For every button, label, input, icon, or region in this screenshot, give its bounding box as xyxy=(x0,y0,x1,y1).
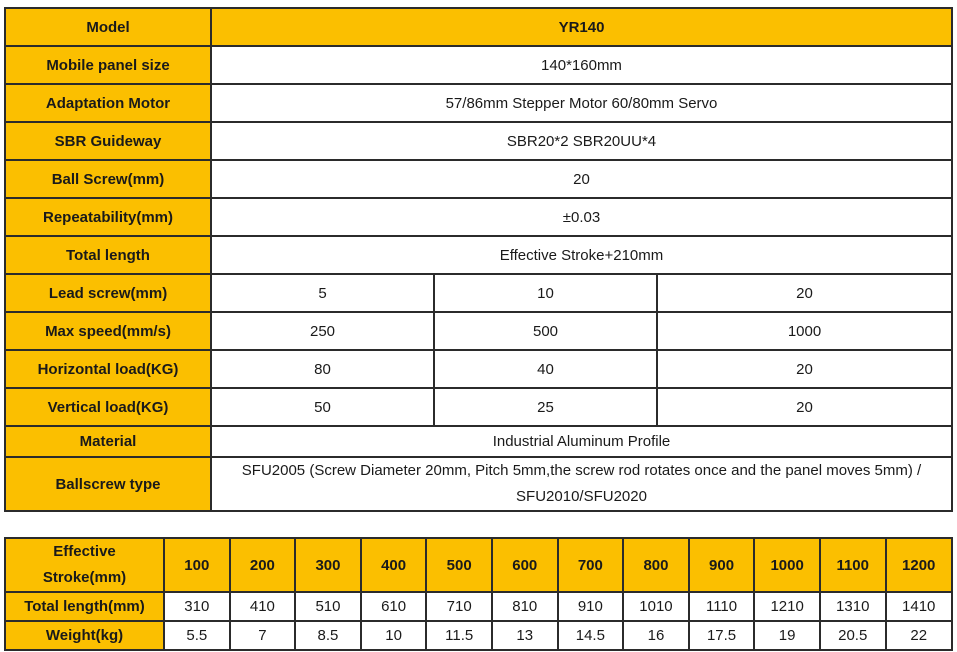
horizontal-load-value: 80 xyxy=(211,350,434,388)
weight-label: Weight(kg) xyxy=(5,621,164,650)
lead-screw-value: 5 xyxy=(211,274,434,312)
total-length-value: 1210 xyxy=(754,592,820,621)
total-length-value: 1010 xyxy=(623,592,689,621)
total-length-value: 1410 xyxy=(886,592,952,621)
lead-screw-value: 20 xyxy=(657,274,952,312)
stroke-value: 100 xyxy=(164,538,230,592)
lead-screw-value: 10 xyxy=(434,274,657,312)
horizontal-load-value: 40 xyxy=(434,350,657,388)
total-length-value: 610 xyxy=(361,592,427,621)
stroke-value: 1100 xyxy=(820,538,886,592)
stroke-value: 200 xyxy=(230,538,296,592)
weight-value: 20.5 xyxy=(820,621,886,650)
panel-size-value: 140*160mm xyxy=(211,46,952,84)
weight-value: 17.5 xyxy=(689,621,755,650)
model-label: Model xyxy=(5,8,211,46)
stroke-value: 800 xyxy=(623,538,689,592)
weight-value: 8.5 xyxy=(295,621,361,650)
row-motor xyxy=(5,84,952,122)
stroke-value: 600 xyxy=(492,538,558,592)
stroke-value: 900 xyxy=(689,538,755,592)
row-vertical-load xyxy=(5,388,952,426)
vertical-load-value: 50 xyxy=(211,388,434,426)
material-value: Industrial Aluminum Profile xyxy=(211,426,952,457)
effective-stroke-label xyxy=(5,538,164,592)
row-model xyxy=(5,8,952,46)
total-length-value: 710 xyxy=(426,592,492,621)
stroke-value: 500 xyxy=(426,538,492,592)
row-ballscrew-type xyxy=(5,457,952,511)
stroke-value: 400 xyxy=(361,538,427,592)
total-length-label: Total length xyxy=(5,236,211,274)
row-horizontal-load xyxy=(5,350,952,388)
spec-table xyxy=(4,7,953,512)
material-label: Material xyxy=(5,426,211,457)
weight-value: 22 xyxy=(886,621,952,650)
max-speed-value: 250 xyxy=(211,312,434,350)
vertical-load-value: 25 xyxy=(434,388,657,426)
total-length-value: 310 xyxy=(164,592,230,621)
motor-label: Adaptation Motor xyxy=(5,84,211,122)
total-length-value: 410 xyxy=(230,592,296,621)
vertical-load-value: 20 xyxy=(657,388,952,426)
weight-value: 10 xyxy=(361,621,427,650)
ballscrew-type-line2: SFU2010/SFU2020 xyxy=(516,488,647,505)
row-material xyxy=(5,426,952,457)
row-total-length xyxy=(5,236,952,274)
total-length-value: Effective Stroke+210mm xyxy=(211,236,952,274)
stroke-header-row xyxy=(5,538,952,592)
ball-screw-label: Ball Screw(mm) xyxy=(5,160,211,198)
total-length-value: 910 xyxy=(558,592,624,621)
effective-stroke-line1: Effective xyxy=(53,543,116,560)
ballscrew-type-label: Ballscrew type xyxy=(5,457,211,511)
total-length-value: 510 xyxy=(295,592,361,621)
stroke-value: 1200 xyxy=(886,538,952,592)
weight-value: 7 xyxy=(230,621,296,650)
weight-value: 16 xyxy=(623,621,689,650)
total-length-value: 810 xyxy=(492,592,558,621)
total-length-mm-label: Total length(mm) xyxy=(5,592,164,621)
guideway-label: SBR Guideway xyxy=(5,122,211,160)
row-max-speed xyxy=(5,312,952,350)
weight-value: 11.5 xyxy=(426,621,492,650)
max-speed-label: Max speed(mm/s) xyxy=(5,312,211,350)
repeatability-value: ±0.03 xyxy=(211,198,952,236)
repeatability-label: Repeatability(mm) xyxy=(5,198,211,236)
horizontal-load-value: 20 xyxy=(657,350,952,388)
stroke-total-row xyxy=(5,592,952,621)
total-length-value: 1310 xyxy=(820,592,886,621)
row-lead-screw xyxy=(5,274,952,312)
lead-screw-label: Lead screw(mm) xyxy=(5,274,211,312)
effective-stroke-line2: Stroke(mm) xyxy=(42,569,127,586)
model-value: YR140 xyxy=(211,8,952,46)
weight-value: 14.5 xyxy=(558,621,624,650)
stroke-value: 300 xyxy=(295,538,361,592)
panel-size-label: Mobile panel size xyxy=(5,46,211,84)
total-length-value: 1110 xyxy=(689,592,755,621)
guideway-value: SBR20*2 SBR20UU*4 xyxy=(211,122,952,160)
ballscrew-type-value xyxy=(211,457,952,511)
stroke-weight-row xyxy=(5,621,952,650)
row-repeatability xyxy=(5,198,952,236)
max-speed-value: 500 xyxy=(434,312,657,350)
weight-value: 19 xyxy=(754,621,820,650)
vertical-load-label: Vertical load(KG) xyxy=(5,388,211,426)
weight-value: 5.5 xyxy=(164,621,230,650)
ballscrew-type-line1: SFU2005 (Screw Diameter 20mm, Pitch 5mm,the screw rod rotates once and the panel moves 5mm) / xyxy=(241,462,922,479)
ball-screw-value: 20 xyxy=(211,160,952,198)
stroke-table xyxy=(4,537,953,651)
row-guideway xyxy=(5,122,952,160)
max-speed-value: 1000 xyxy=(657,312,952,350)
horizontal-load-label: Horizontal load(KG) xyxy=(5,350,211,388)
stroke-value: 1000 xyxy=(754,538,820,592)
row-ball-screw xyxy=(5,160,952,198)
row-panel-size xyxy=(5,46,952,84)
stroke-value: 700 xyxy=(558,538,624,592)
motor-value: 57/86mm Stepper Motor 60/80mm Servo xyxy=(211,84,952,122)
weight-value: 13 xyxy=(492,621,558,650)
